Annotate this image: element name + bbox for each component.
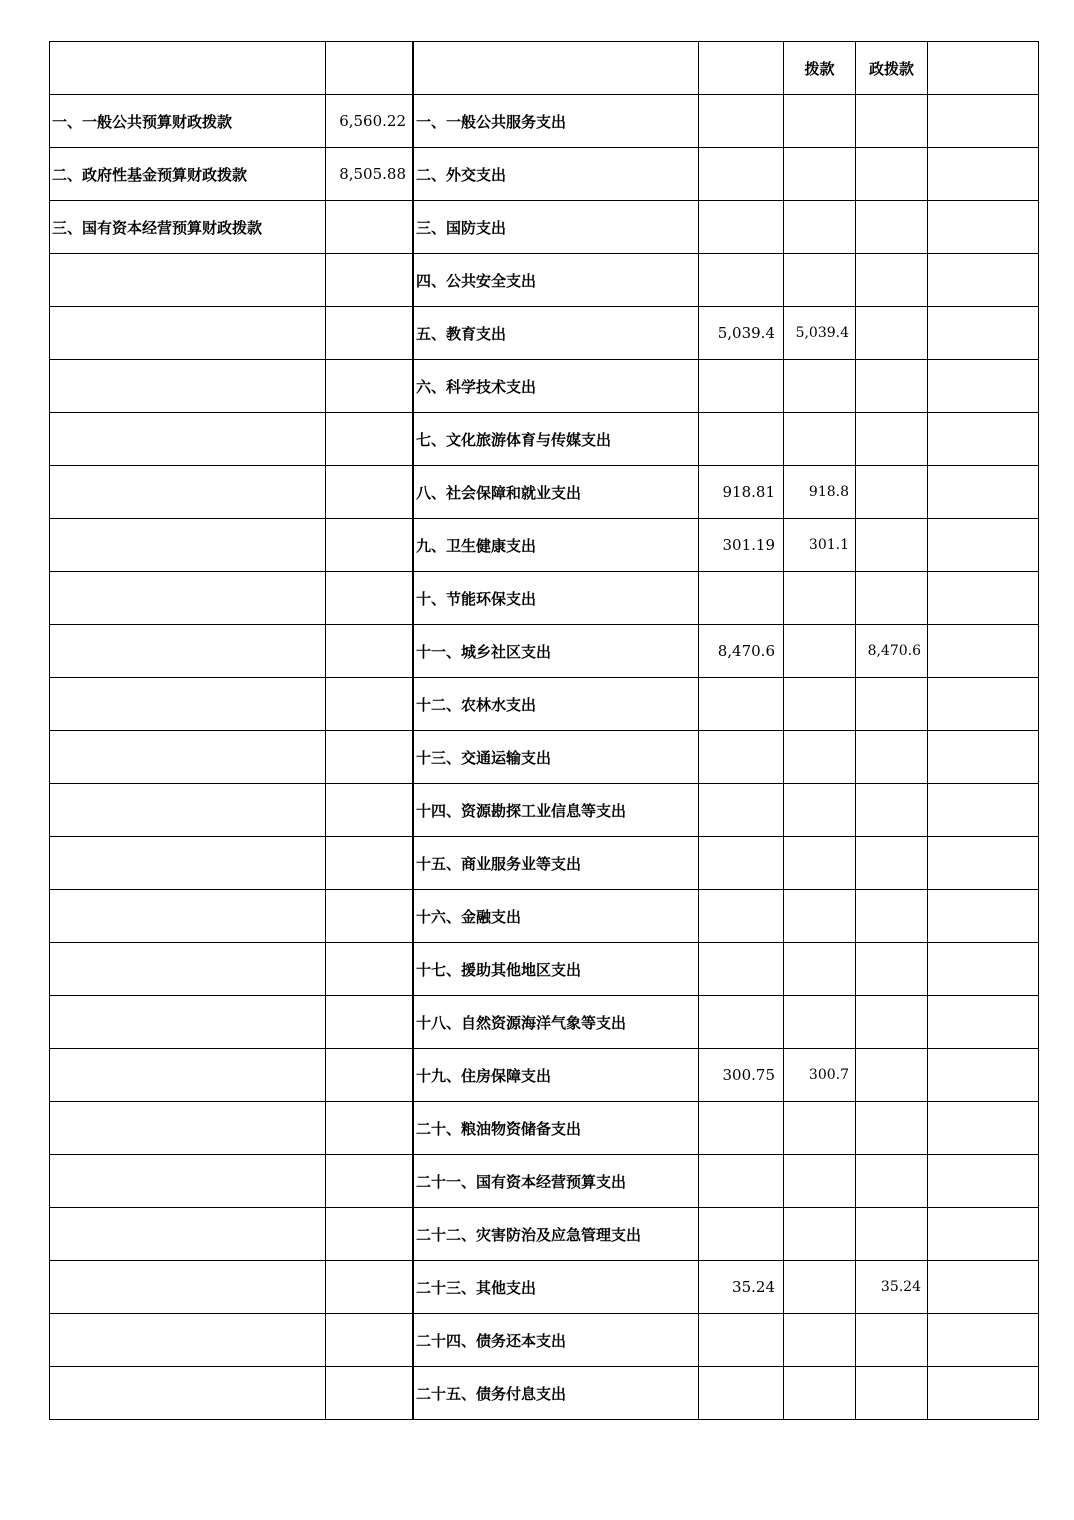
expense-total-cell: 35.24 [699, 1261, 784, 1314]
table-row [50, 1261, 1039, 1314]
table-row [50, 1367, 1039, 1420]
budget-table-sheet [49, 41, 1039, 1420]
extra-cell [928, 1367, 1039, 1420]
fund-budget-cell: 8,470.6 [856, 625, 928, 678]
general-budget-cell [784, 731, 856, 784]
expense-item-cell: 五、教育支出 [414, 307, 699, 360]
fund-budget-cell [856, 413, 928, 466]
general-budget-cell [784, 413, 856, 466]
table-row [50, 201, 1039, 254]
fund-budget-cell [856, 731, 928, 784]
extra-cell [928, 625, 1039, 678]
income-item-cell [50, 572, 326, 625]
fund-budget-cell [856, 784, 928, 837]
income-amount-cell [326, 307, 413, 360]
expense-item-cell: 二十一、国有资本经营预算支出 [414, 1155, 699, 1208]
table-row [50, 519, 1039, 572]
extra-cell [928, 519, 1039, 572]
fund-budget-cell [856, 466, 928, 519]
extra-cell [928, 996, 1039, 1049]
header-income-amount [326, 42, 413, 95]
income-amount-cell [326, 466, 413, 519]
expense-total-cell [699, 731, 784, 784]
fund-budget-cell: 35.24 [856, 1261, 928, 1314]
expense-item-cell: 十六、金融支出 [414, 890, 699, 943]
income-item-cell [50, 731, 326, 784]
fund-budget-cell [856, 1208, 928, 1261]
expense-total-cell [699, 1208, 784, 1261]
table-row [50, 1049, 1039, 1102]
table-row [50, 413, 1039, 466]
expense-item-cell: 十八、自然资源海洋气象等支出 [414, 996, 699, 1049]
header-expense-item [414, 42, 699, 95]
table-row [50, 466, 1039, 519]
fund-budget-cell [856, 890, 928, 943]
extra-cell [928, 201, 1039, 254]
income-amount-cell [326, 1314, 413, 1367]
fund-budget-cell [856, 572, 928, 625]
table-row [50, 572, 1039, 625]
expense-item-cell: 十一、城乡社区支出 [414, 625, 699, 678]
income-item-cell [50, 784, 326, 837]
expense-item-cell: 十九、住房保障支出 [414, 1049, 699, 1102]
general-budget-cell [784, 95, 856, 148]
fund-budget-cell [856, 678, 928, 731]
extra-cell [928, 837, 1039, 890]
expense-item-cell: 三、国防支出 [414, 201, 699, 254]
general-budget-cell [784, 201, 856, 254]
fund-budget-cell [856, 360, 928, 413]
expense-item-cell: 七、文化旅游体育与传媒支出 [414, 413, 699, 466]
extra-cell [928, 943, 1039, 996]
table-row [50, 360, 1039, 413]
extra-cell [928, 678, 1039, 731]
expense-item-cell: 九、卫生健康支出 [414, 519, 699, 572]
expense-item-cell: 八、社会保障和就业支出 [414, 466, 699, 519]
expense-total-cell: 918.81 [699, 466, 784, 519]
income-amount-cell [326, 625, 413, 678]
income-item-cell [50, 943, 326, 996]
income-amount-cell [326, 1102, 413, 1155]
expense-item-cell: 一、一般公共服务支出 [414, 95, 699, 148]
header-extra [928, 42, 1039, 95]
expense-item-cell: 十、节能环保支出 [414, 572, 699, 625]
general-budget-cell: 300.7 [784, 1049, 856, 1102]
expense-total-cell [699, 201, 784, 254]
table-row [50, 678, 1039, 731]
income-amount-cell [326, 1208, 413, 1261]
income-amount-cell [326, 413, 413, 466]
income-item-cell [50, 1102, 326, 1155]
extra-cell [928, 307, 1039, 360]
income-amount-cell [326, 837, 413, 890]
fund-budget-cell [856, 148, 928, 201]
expense-total-cell [699, 1314, 784, 1367]
table-row [50, 95, 1039, 148]
fund-budget-cell [856, 1049, 928, 1102]
extra-cell [928, 466, 1039, 519]
general-budget-cell [784, 1367, 856, 1420]
extra-cell [928, 890, 1039, 943]
income-amount-cell [326, 890, 413, 943]
income-amount-cell [326, 1261, 413, 1314]
extra-cell [928, 1155, 1039, 1208]
expense-item-cell: 十五、商业服务业等支出 [414, 837, 699, 890]
expense-total-cell [699, 678, 784, 731]
general-budget-cell [784, 996, 856, 1049]
table-row [50, 307, 1039, 360]
fund-budget-cell [856, 943, 928, 996]
extra-cell [928, 572, 1039, 625]
expense-item-cell: 二十三、其他支出 [414, 1261, 699, 1314]
fund-budget-cell [856, 254, 928, 307]
expense-total-cell [699, 943, 784, 996]
extra-cell [928, 1049, 1039, 1102]
general-budget-cell [784, 625, 856, 678]
general-budget-cell [784, 1102, 856, 1155]
extra-cell [928, 1261, 1039, 1314]
income-item-cell [50, 890, 326, 943]
income-item-cell: 二、政府性基金预算财政拨款 [50, 148, 326, 201]
expense-total-cell [699, 1367, 784, 1420]
income-item-cell: 一、一般公共预算财政拨款 [50, 95, 326, 148]
general-budget-cell [784, 890, 856, 943]
header-general-budget: 拨款 [784, 42, 856, 95]
income-amount-cell [326, 1049, 413, 1102]
table-row [50, 254, 1039, 307]
income-amount-cell [326, 1155, 413, 1208]
income-item-cell [50, 413, 326, 466]
income-amount-cell: 6,560.22 [326, 95, 413, 148]
expense-total-cell [699, 1102, 784, 1155]
expense-item-cell: 二十、粮油物资储备支出 [414, 1102, 699, 1155]
expense-item-cell: 二十二、灾害防治及应急管理支出 [414, 1208, 699, 1261]
fund-budget-cell [856, 307, 928, 360]
expense-total-cell [699, 1155, 784, 1208]
fund-budget-cell [856, 837, 928, 890]
income-item-cell [50, 678, 326, 731]
general-budget-cell [784, 360, 856, 413]
extra-cell [928, 1314, 1039, 1367]
fund-budget-cell [856, 1102, 928, 1155]
fund-budget-cell [856, 996, 928, 1049]
income-item-cell: 三、国有资本经营预算财政拨款 [50, 201, 326, 254]
general-budget-cell [784, 254, 856, 307]
table-row [50, 148, 1039, 201]
income-item-cell [50, 307, 326, 360]
expense-total-cell [699, 254, 784, 307]
extra-cell [928, 360, 1039, 413]
income-amount-cell [326, 943, 413, 996]
income-amount-cell [326, 519, 413, 572]
expense-total-cell [699, 572, 784, 625]
income-amount-cell [326, 996, 413, 1049]
income-amount-cell [326, 360, 413, 413]
fund-budget-cell [856, 519, 928, 572]
income-amount-cell [326, 784, 413, 837]
income-amount-cell [326, 201, 413, 254]
expense-item-cell: 二十五、债务付息支出 [414, 1367, 699, 1420]
expense-total-cell: 300.75 [699, 1049, 784, 1102]
expense-item-cell: 十七、援助其他地区支出 [414, 943, 699, 996]
extra-cell [928, 784, 1039, 837]
expense-total-cell [699, 890, 784, 943]
general-budget-cell [784, 1261, 856, 1314]
table-row [50, 837, 1039, 890]
budget-table [49, 41, 1039, 1420]
extra-cell [928, 1102, 1039, 1155]
table-row [50, 996, 1039, 1049]
table-row [50, 890, 1039, 943]
expense-item-cell: 四、公共安全支出 [414, 254, 699, 307]
general-budget-cell [784, 1208, 856, 1261]
extra-cell [928, 1208, 1039, 1261]
income-item-cell [50, 1367, 326, 1420]
general-budget-cell [784, 1155, 856, 1208]
expense-total-cell [699, 996, 784, 1049]
income-item-cell [50, 1049, 326, 1102]
expense-item-cell: 十三、交通运输支出 [414, 731, 699, 784]
income-item-cell [50, 1155, 326, 1208]
header-fund-budget: 政拨款 [856, 42, 928, 95]
income-item-cell [50, 996, 326, 1049]
general-budget-cell [784, 943, 856, 996]
table-row [50, 625, 1039, 678]
fund-budget-cell [856, 1314, 928, 1367]
expense-total-cell [699, 95, 784, 148]
table-row [50, 1208, 1039, 1261]
general-budget-cell [784, 572, 856, 625]
table-row [50, 731, 1039, 784]
table-row [50, 1155, 1039, 1208]
extra-cell [928, 148, 1039, 201]
expense-item-cell: 十二、农林水支出 [414, 678, 699, 731]
expense-total-cell: 5,039.4 [699, 307, 784, 360]
income-amount-cell [326, 254, 413, 307]
general-budget-cell: 918.8 [784, 466, 856, 519]
extra-cell [928, 413, 1039, 466]
expense-total-cell [699, 413, 784, 466]
income-amount-cell: 8,505.88 [326, 148, 413, 201]
table-header-row [50, 42, 1039, 95]
header-total [699, 42, 784, 95]
extra-cell [928, 95, 1039, 148]
expense-item-cell: 六、科学技术支出 [414, 360, 699, 413]
expense-item-cell: 十四、资源勘探工业信息等支出 [414, 784, 699, 837]
income-amount-cell [326, 1367, 413, 1420]
general-budget-cell: 301.1 [784, 519, 856, 572]
income-item-cell [50, 254, 326, 307]
general-budget-cell [784, 784, 856, 837]
expense-item-cell: 二十四、债务还本支出 [414, 1314, 699, 1367]
income-item-cell [50, 1314, 326, 1367]
income-item-cell [50, 466, 326, 519]
fund-budget-cell [856, 1367, 928, 1420]
income-amount-cell [326, 572, 413, 625]
expense-item-cell: 二、外交支出 [414, 148, 699, 201]
income-amount-cell [326, 731, 413, 784]
income-amount-cell [326, 678, 413, 731]
expense-total-cell: 8,470.6 [699, 625, 784, 678]
header-income-item [50, 42, 326, 95]
income-item-cell [50, 837, 326, 890]
expense-total-cell [699, 148, 784, 201]
expense-total-cell [699, 837, 784, 890]
fund-budget-cell [856, 1155, 928, 1208]
income-item-cell [50, 519, 326, 572]
general-budget-cell [784, 148, 856, 201]
general-budget-cell [784, 1314, 856, 1367]
fund-budget-cell [856, 95, 928, 148]
expense-total-cell [699, 784, 784, 837]
table-row [50, 1102, 1039, 1155]
general-budget-cell [784, 837, 856, 890]
table-row [50, 943, 1039, 996]
income-item-cell [50, 625, 326, 678]
extra-cell [928, 731, 1039, 784]
fund-budget-cell [856, 201, 928, 254]
income-item-cell [50, 360, 326, 413]
income-item-cell [50, 1261, 326, 1314]
expense-total-cell [699, 360, 784, 413]
general-budget-cell: 5,039.4 [784, 307, 856, 360]
expense-total-cell: 301.19 [699, 519, 784, 572]
income-item-cell [50, 1208, 326, 1261]
extra-cell [928, 254, 1039, 307]
table-row [50, 1314, 1039, 1367]
general-budget-cell [784, 678, 856, 731]
table-row [50, 784, 1039, 837]
